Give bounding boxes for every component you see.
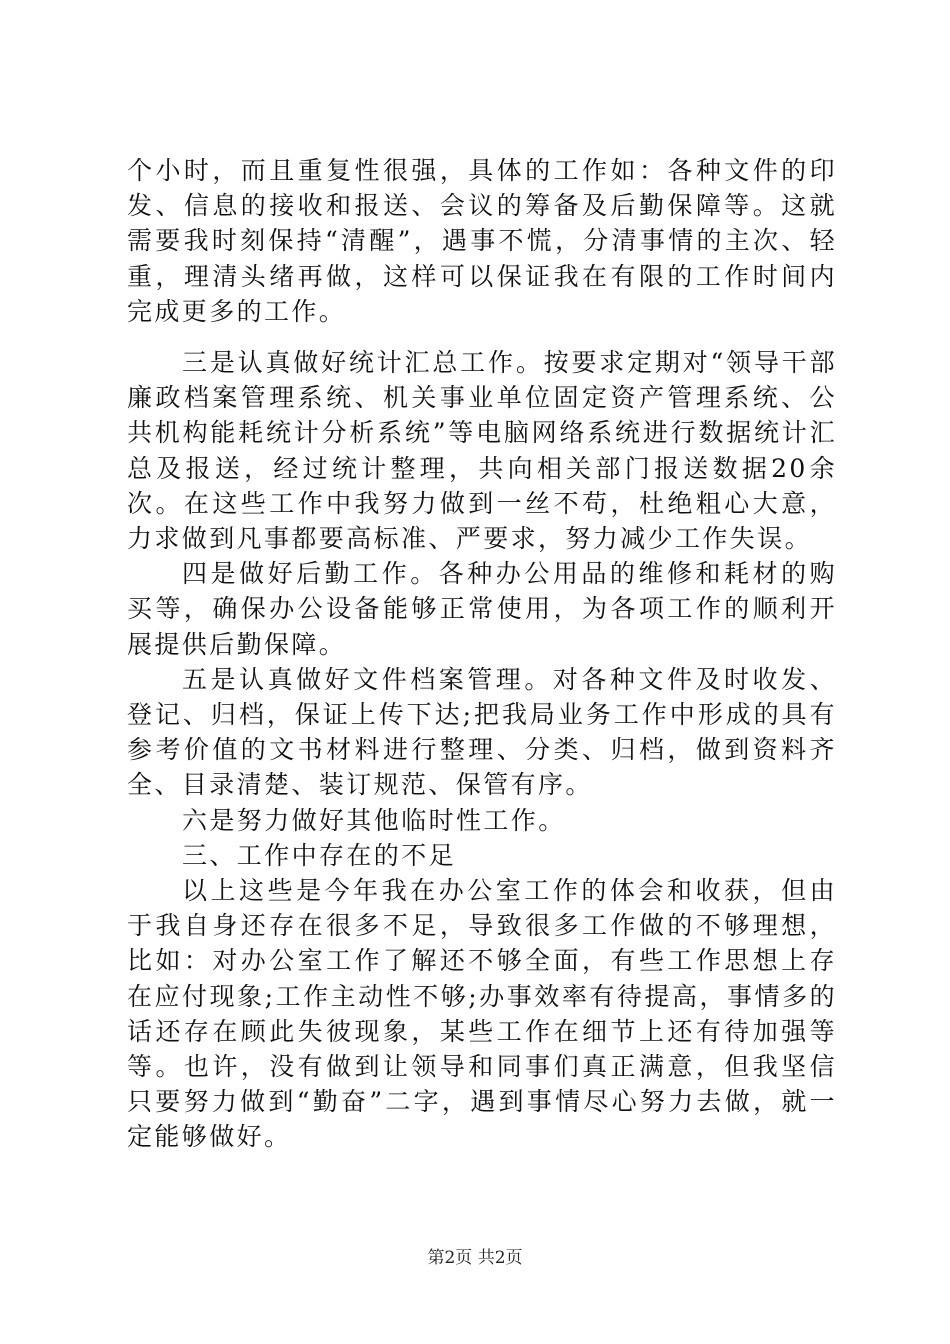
paragraph-logistics-work: 四是做好后勤工作。各种办公用品的维修和耗材的购买等，确保办公设备能够正常使用，为各项工作的顺利开展提供后勤保障。 <box>127 559 837 659</box>
section-heading-shortcomings: 三、工作中存在的不足 <box>182 840 457 870</box>
paragraph-statistics-work: 三是认真做好统计汇总工作。按要求定期对“领导干部廉政档案管理系统、机关事业单位固定资产管理系统、公共机构能耗统计分析系统”等电脑网络系统进行数据统计汇总及报送，经过统计整理，共向相关部门报送数据20余次。在这些工作中我努力做到一丝不苟，杜绝粗心大意，力求做到凡事都要高标准、严要求，努力减少工作失误。 <box>127 348 837 554</box>
document-body <box>127 153 837 1155</box>
paragraph-shortcomings: 以上这些是今年我在办公室工作的体会和收获，但由于我自身还存在很多不足，导致很多工作做的不够理想，比如：对办公室工作了解还不够全面，有些工作思想上存在应付现象;工作主动性不够;办事效率有待提高，事情多的话还存在顾此失彼现象，某些工作在细节上还有待加强等等。也许，没有做到让领导和同事们真正满意，但我坚信只要努力做到“勤奋”二字，遇到事情尽心努力去做，就一定能够做好。 <box>127 876 837 1152</box>
page-number-footer: 第2页 共2页 <box>427 1248 523 1268</box>
paragraph-archive-management: 五是认真做好文件档案管理。对各种文件及时收发、登记、归档，保证上传下达;把我局业务工作中形成的具有参考价值的文书材料进行整理、分类、归档，做到资料齐全、目录清楚、装订规范、保管有序。 <box>127 664 837 800</box>
paragraph-continuation: 个小时，而且重复性很强，具体的工作如：各种文件的印发、信息的接收和报送、会议的筹备及后勤保障等。这就需要我时刻保持“清醒”，遇事不慌，分清事情的主次、轻重，理清头绪再做，这样可以保证我在有限的工作时间内完成更多的工作。 <box>127 156 837 326</box>
paragraph-temporary-work: 六是努力做好其他临时性工作。 <box>182 805 566 835</box>
